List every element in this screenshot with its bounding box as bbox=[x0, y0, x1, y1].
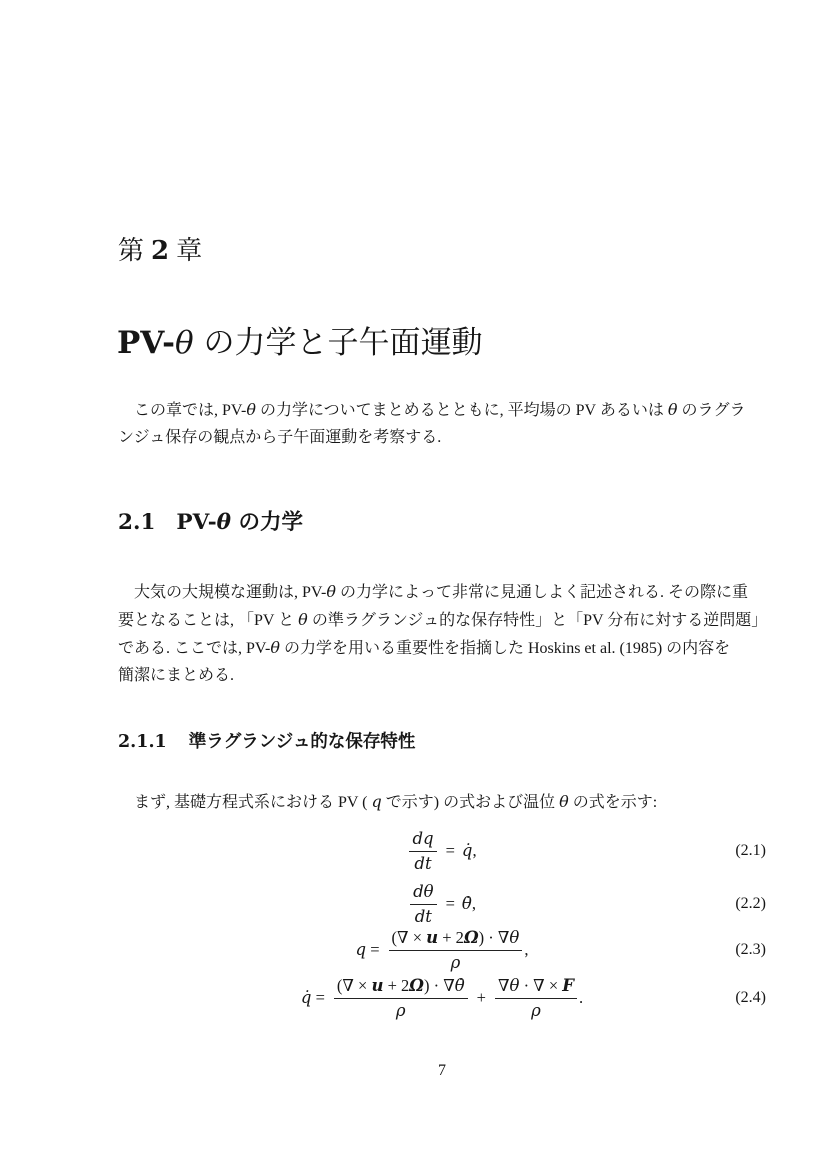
equation-tail: . bbox=[578, 988, 584, 1007]
equation-fraction bbox=[410, 881, 437, 927]
equation-numerator: dθ bbox=[410, 881, 437, 904]
lead-paragraph bbox=[118, 788, 766, 816]
equation-lhs: q = bbox=[355, 940, 380, 959]
page-number: 7 bbox=[438, 1062, 446, 1079]
equation-fraction bbox=[334, 975, 468, 1021]
paragraph-line: 要となることは, 「PV と θ の準ラグランジュ的な保存特性」と「PV 分布に対する逆問題」 bbox=[118, 610, 768, 629]
equation-denominator: dt bbox=[414, 853, 432, 873]
intro-paragraph bbox=[118, 396, 766, 451]
equation-rhs: q̇, bbox=[461, 841, 477, 860]
equation-lhs: q̇ = bbox=[300, 988, 325, 1007]
paragraph-line: 大気の大規模な運動は, PV-θ の力学によって非常に見通しよく記述される. その際に重 bbox=[134, 582, 748, 601]
equation-2-3 bbox=[118, 924, 766, 976]
equation-denominator: ρ bbox=[395, 1000, 406, 1020]
equation-label: (2.1) bbox=[735, 842, 766, 859]
equation-denominator: ρ bbox=[450, 952, 461, 972]
subsection-heading bbox=[118, 729, 415, 755]
equation-denominator: dt bbox=[414, 906, 432, 926]
subsection-title: 準ラグランジュ的な保存特性 bbox=[188, 732, 416, 752]
paragraph-line: まず, 基礎方程式系における PV ( q で示す) の式および温位 θ の式を示す: bbox=[134, 792, 658, 811]
equals-sign: = bbox=[445, 841, 455, 860]
chapter-title: PV-θ の力学と子午面運動 bbox=[117, 325, 483, 361]
equation-denominator: ρ bbox=[531, 1000, 541, 1020]
paragraph-line: 簡潔にまとめる. bbox=[118, 667, 235, 684]
equation-2-4 bbox=[118, 972, 766, 1024]
equation-fraction bbox=[495, 975, 577, 1021]
equation-fraction bbox=[409, 828, 436, 874]
equation-rhs: θ̇, bbox=[461, 894, 476, 913]
equation-numerator: dq bbox=[409, 828, 436, 851]
paragraph-line: ンジュ保存の観点から子午面運動を考察する. bbox=[118, 429, 442, 446]
equation-numerator: ∇θ · ∇ × F bbox=[495, 975, 577, 998]
equation-numerator: (∇ × u + 2Ω) · ∇θ bbox=[389, 927, 523, 950]
equation-2-1 bbox=[118, 828, 766, 874]
equation-label: (2.3) bbox=[735, 941, 766, 958]
chapter-label bbox=[118, 234, 202, 268]
paragraph-line: である. ここでは, PV-θ の力学を用いる重要性を指摘した Hoskins et al. (1985) の内容を bbox=[118, 638, 731, 657]
chapter-number: 2 bbox=[151, 236, 170, 266]
section-number: 2.1 bbox=[118, 510, 156, 535]
section-paragraph bbox=[118, 578, 766, 689]
equals-sign: = bbox=[445, 894, 455, 913]
chapter-label-post: 章 bbox=[176, 236, 203, 266]
paragraph-line: この章では, PV-θ の力学についてまとめるとともに, 平均場の PV あるいは θ のラグラ bbox=[134, 400, 746, 419]
section-heading bbox=[118, 507, 303, 539]
equation-numerator: (∇ × u + 2Ω) · ∇θ̇ bbox=[334, 975, 468, 998]
section-title: PV-θ の力学 bbox=[176, 510, 303, 535]
equation-label: (2.4) bbox=[735, 989, 766, 1006]
chapter-label-pre: 第 bbox=[118, 236, 145, 266]
subsection-number: 2.1.1 bbox=[118, 732, 167, 752]
plus-sign: + bbox=[476, 988, 486, 1007]
equation-tail: , bbox=[524, 940, 529, 959]
equation-label: (2.2) bbox=[735, 895, 766, 912]
equation-2-2 bbox=[118, 881, 766, 927]
equation-fraction bbox=[389, 927, 523, 973]
